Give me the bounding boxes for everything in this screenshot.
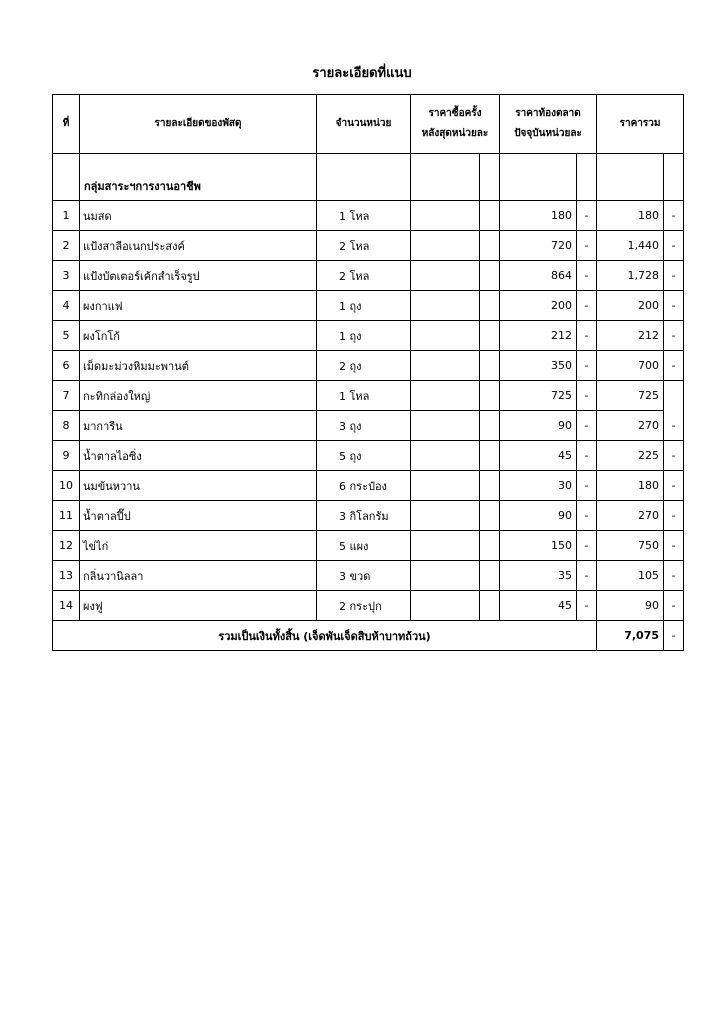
cell-total-dash: - <box>664 321 684 351</box>
cell-quantity: 5 ถุง <box>317 441 411 471</box>
cell-item: เม็ดมะม่วงหิมมะพานต์ <box>80 351 317 381</box>
cell-total: 225 <box>597 441 664 471</box>
cell-unit-price: 90 <box>500 411 577 441</box>
grand-total-row <box>53 621 684 651</box>
cell-no: 4 <box>53 291 80 321</box>
cell-unit-dash: - <box>577 291 597 321</box>
cell-last-price <box>411 291 480 321</box>
cell-unit-price: 45 <box>500 591 577 621</box>
cell-item: นมสด <box>80 201 317 231</box>
cell-no: 9 <box>53 441 80 471</box>
table-header-row <box>53 95 684 154</box>
group-row <box>53 154 684 201</box>
cell-last-price <box>411 351 480 381</box>
cell-total: 270 <box>597 411 664 441</box>
cell-unit-price: 725 <box>500 381 577 411</box>
cell-item: กลิ่นวานิลลา <box>80 561 317 591</box>
cell-no: 10 <box>53 471 80 501</box>
cell-quantity: 3 ถุง <box>317 411 411 441</box>
cell-total-dash: - <box>664 291 684 321</box>
cell-no: 5 <box>53 321 80 351</box>
cell-total-dash: - <box>664 591 684 621</box>
cell-last-price-dash <box>480 381 500 411</box>
cell-last-price-dash <box>480 351 500 381</box>
cell-item: ไข่ไก่ <box>80 531 317 561</box>
cell-no: 3 <box>53 261 80 291</box>
group-label: กลุ่มสาระฯการงานอาชีพ <box>80 154 317 201</box>
grand-total-value: 7,075 <box>597 621 664 651</box>
cell-no: 7 <box>53 381 80 411</box>
header-last-price <box>411 95 500 154</box>
cell-last-price <box>411 441 480 471</box>
cell-last-price <box>411 321 480 351</box>
cell-unit-dash: - <box>577 441 597 471</box>
cell-unit-price: 212 <box>500 321 577 351</box>
cell-total-dash: - <box>664 231 684 261</box>
table-row <box>53 591 684 621</box>
cell-unit-dash: - <box>577 321 597 351</box>
cell-no: 6 <box>53 351 80 381</box>
cell-last-price-dash <box>480 531 500 561</box>
cell-item: มาการีน <box>80 411 317 441</box>
cell-last-price <box>411 411 480 441</box>
grand-total-label: รวมเป็นเงินทั้งสิ้น (เจ็ดพันเจ็ดสิบห้าบาทถ้วน) <box>53 621 597 651</box>
cell-unit-dash: - <box>577 501 597 531</box>
cell-last-price-dash <box>480 501 500 531</box>
cell-unit-dash: - <box>577 561 597 591</box>
cell-no: 13 <box>53 561 80 591</box>
cell-quantity: 1 โหล <box>317 201 411 231</box>
table-row <box>53 351 684 381</box>
cell-quantity: 2 โหล <box>317 231 411 261</box>
table-row <box>53 561 684 591</box>
cell-unit-dash: - <box>577 531 597 561</box>
cell-unit-dash: - <box>577 471 597 501</box>
header-market-price-line1: ราคาท้องตลาด <box>515 108 581 119</box>
cell-total: 200 <box>597 291 664 321</box>
cell-total-dash: - <box>664 441 684 471</box>
cell-total: 1,728 <box>597 261 664 291</box>
cell-quantity: 3 กิโลกรัม <box>317 501 411 531</box>
cell-total: 180 <box>597 471 664 501</box>
cell-quantity: 2 โหล <box>317 261 411 291</box>
cell-empty <box>597 154 664 201</box>
cell-last-price-dash <box>480 261 500 291</box>
cell-item: น้ำตาลไอซิ่ง <box>80 441 317 471</box>
table-row <box>53 501 684 531</box>
cell-total: 750 <box>597 531 664 561</box>
cell-total-dash: - <box>664 501 684 531</box>
cell-total: 90 <box>597 591 664 621</box>
page-title: รายละเอียดที่แนบ <box>312 66 412 81</box>
cell-item: แป้งบัตเตอร์เค้กสำเร็จรูป <box>80 261 317 291</box>
cell-empty <box>500 154 577 201</box>
cell-total-dash <box>664 381 684 411</box>
cell-unit-price: 180 <box>500 201 577 231</box>
cell-empty <box>577 154 597 201</box>
cell-last-price-dash <box>480 471 500 501</box>
cell-no: 12 <box>53 531 80 561</box>
cell-total-dash: - <box>664 201 684 231</box>
cell-item: น้ำตาลปี๊ป <box>80 501 317 531</box>
cell-unit-price: 350 <box>500 351 577 381</box>
header-no: ที่ <box>53 95 80 154</box>
header-last-price-line1: ราคาซื้อครั้ง <box>428 108 482 119</box>
cell-item: แป้งสาลีอเนกประสงค์ <box>80 231 317 261</box>
cell-last-price <box>411 381 480 411</box>
header-last-price-line2: หลังสุดหน่วยละ <box>421 128 489 139</box>
header-market-price <box>500 95 597 154</box>
cell-unit-price: 90 <box>500 501 577 531</box>
cell-total-dash: - <box>664 411 684 441</box>
table-row <box>53 471 684 501</box>
cell-unit-price: 200 <box>500 291 577 321</box>
cell-last-price <box>411 231 480 261</box>
cell-empty <box>664 154 684 201</box>
cell-total-dash: - <box>664 351 684 381</box>
cell-last-price <box>411 591 480 621</box>
cell-unit-dash: - <box>577 261 597 291</box>
table-row <box>53 231 684 261</box>
cell-unit-dash: - <box>577 231 597 261</box>
cell-no: 8 <box>53 411 80 441</box>
cell-no: 11 <box>53 501 80 531</box>
cell-no: 14 <box>53 591 80 621</box>
cell-last-price-dash <box>480 291 500 321</box>
table-row <box>53 261 684 291</box>
header-total: ราคารวม <box>597 95 684 154</box>
cell-item: กะทิกล่องใหญ่ <box>80 381 317 411</box>
cell-empty <box>411 154 480 201</box>
cell-unit-dash: - <box>577 201 597 231</box>
cell-last-price <box>411 261 480 291</box>
cell-total: 1,440 <box>597 231 664 261</box>
cell-no: 2 <box>53 231 80 261</box>
cell-quantity: 1 ถุง <box>317 321 411 351</box>
cell-unit-price: 45 <box>500 441 577 471</box>
cell-quantity: 1 โหล <box>317 381 411 411</box>
cell-unit-price: 720 <box>500 231 577 261</box>
cell-unit-dash: - <box>577 411 597 441</box>
header-quantity: จำนวนหน่วย <box>317 95 411 154</box>
cell-unit-dash: - <box>577 351 597 381</box>
cell-no: 1 <box>53 201 80 231</box>
table-row <box>53 411 684 441</box>
cell-total: 105 <box>597 561 664 591</box>
cell-total: 270 <box>597 501 664 531</box>
items-table <box>52 94 684 651</box>
cell-last-price <box>411 501 480 531</box>
cell-last-price <box>411 201 480 231</box>
cell-last-price <box>411 531 480 561</box>
cell-unit-price: 35 <box>500 561 577 591</box>
cell-total-dash: - <box>664 531 684 561</box>
cell-total-dash: - <box>664 471 684 501</box>
header-description: รายละเอียดของพัสดุ <box>80 95 317 154</box>
cell-total-dash: - <box>664 561 684 591</box>
table-row <box>53 381 684 411</box>
header-market-price-line2: ปัจจุบันหน่วยละ <box>514 128 582 139</box>
table-row <box>53 321 684 351</box>
cell-last-price-dash <box>480 561 500 591</box>
cell-quantity: 5 แผง <box>317 531 411 561</box>
cell-last-price <box>411 471 480 501</box>
cell-last-price-dash <box>480 201 500 231</box>
cell-total-dash: - <box>664 261 684 291</box>
cell-item: ผงฟู <box>80 591 317 621</box>
cell-total: 212 <box>597 321 664 351</box>
cell-unit-dash: - <box>577 591 597 621</box>
table-row <box>53 291 684 321</box>
cell-item: นมข้นหวาน <box>80 471 317 501</box>
cell-unit-price: 30 <box>500 471 577 501</box>
cell-empty <box>317 154 411 201</box>
cell-last-price-dash <box>480 591 500 621</box>
cell-quantity: 2 ถุง <box>317 351 411 381</box>
cell-item: ผงโกโก้ <box>80 321 317 351</box>
cell-item: ผงกาแฟ <box>80 291 317 321</box>
cell-unit-price: 150 <box>500 531 577 561</box>
cell-total: 180 <box>597 201 664 231</box>
cell-total: 700 <box>597 351 664 381</box>
cell-quantity: 3 ขวด <box>317 561 411 591</box>
cell-last-price-dash <box>480 441 500 471</box>
cell-last-price-dash <box>480 231 500 261</box>
cell-total: 725 <box>597 381 664 411</box>
cell-empty <box>480 154 500 201</box>
cell-quantity: 2 กระปุก <box>317 591 411 621</box>
cell-quantity: 6 กระป๋อง <box>317 471 411 501</box>
cell-last-price-dash <box>480 321 500 351</box>
table-row <box>53 201 684 231</box>
cell-last-price <box>411 561 480 591</box>
cell-unit-price: 864 <box>500 261 577 291</box>
grand-total-dash: - <box>664 621 684 651</box>
table-row <box>53 531 684 561</box>
cell-empty <box>53 154 80 201</box>
cell-last-price-dash <box>480 411 500 441</box>
table-row <box>53 441 684 471</box>
cell-unit-dash: - <box>577 381 597 411</box>
cell-quantity: 1 ถุง <box>317 291 411 321</box>
